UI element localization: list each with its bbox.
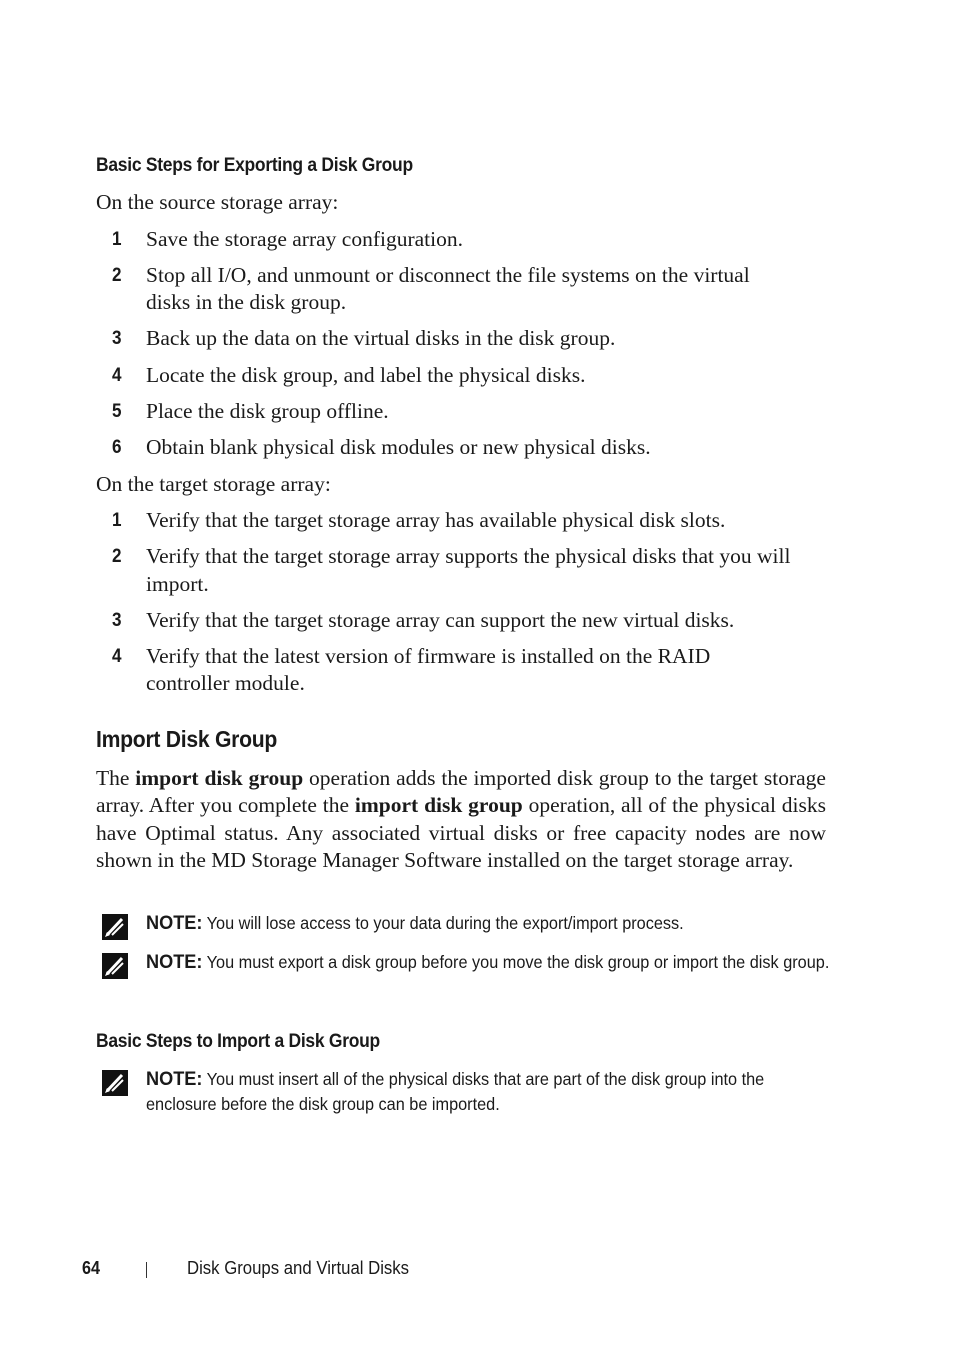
section-heading-import-steps: Basic Steps to Import a Disk Group	[96, 1031, 380, 1052]
section-heading-export: Basic Steps for Exporting a Disk Group	[96, 155, 413, 176]
note-pencil-icon	[101, 913, 129, 941]
page-number: 64	[82, 1258, 101, 1278]
step-number: 3	[112, 610, 122, 631]
step-number: 1	[112, 510, 122, 531]
step-text-cont: controller module.	[146, 671, 305, 695]
step-text: Save the storage array configuration.	[146, 227, 463, 251]
step-text: Verify that the target storage array has available physical disk slots.	[146, 508, 726, 532]
step-number: 2	[112, 265, 122, 286]
step-number: 5	[112, 401, 122, 422]
step-number: 6	[112, 437, 122, 458]
step-text-cont: disks in the disk group.	[146, 290, 347, 314]
note-1: NOTE: You will lose access to your data during the export/import process.	[146, 912, 684, 934]
note-pencil-icon	[101, 1069, 129, 1097]
step-text-cont: import.	[146, 572, 209, 596]
step-number: 4	[112, 365, 122, 386]
step-text: Verify that the target storage array supports the physical disks that you will	[146, 544, 791, 568]
import-paragraph: The import disk group operation adds the imported disk group to the target storage array. After you complete the import disk group operation, all of the physical disks have Optimal status. Any associated virtual disks or free capacity nodes are now shown in the MD Storage Manager Software installed on the target storage array.	[96, 766, 827, 872]
step-number: 2	[112, 546, 122, 567]
note-pencil-icon	[101, 952, 129, 980]
footer-divider	[146, 1262, 147, 1278]
step-number: 3	[112, 328, 122, 349]
step-text: Place the disk group offline.	[146, 399, 389, 423]
note-3: NOTE: You must insert all of the physical disks that are part of the disk group into the enclosure before the disk group can be imported.	[146, 1068, 765, 1114]
step-number: 4	[112, 646, 122, 667]
note-2: NOTE: You must export a disk group before you move the disk group or import the disk group.	[146, 951, 830, 973]
step-number: 1	[112, 229, 122, 250]
footer-title: Disk Groups and Virtual Disks	[187, 1258, 410, 1278]
step-text: Obtain blank physical disk modules or new physical disks.	[146, 435, 651, 459]
step-text: Stop all I/O, and unmount or disconnect the file systems on the virtual	[146, 263, 750, 287]
target-intro: On the target storage array:	[96, 472, 331, 496]
step-text: Locate the disk group, and label the physical disks.	[146, 363, 586, 387]
section-heading-import: Import Disk Group	[96, 726, 278, 752]
step-text: Back up the data on the virtual disks in the disk group.	[146, 326, 616, 350]
step-text: Verify that the latest version of firmware is installed on the RAID	[146, 644, 711, 668]
source-intro: On the source storage array:	[96, 190, 339, 214]
step-text: Verify that the target storage array can support the new virtual disks.	[146, 608, 735, 632]
